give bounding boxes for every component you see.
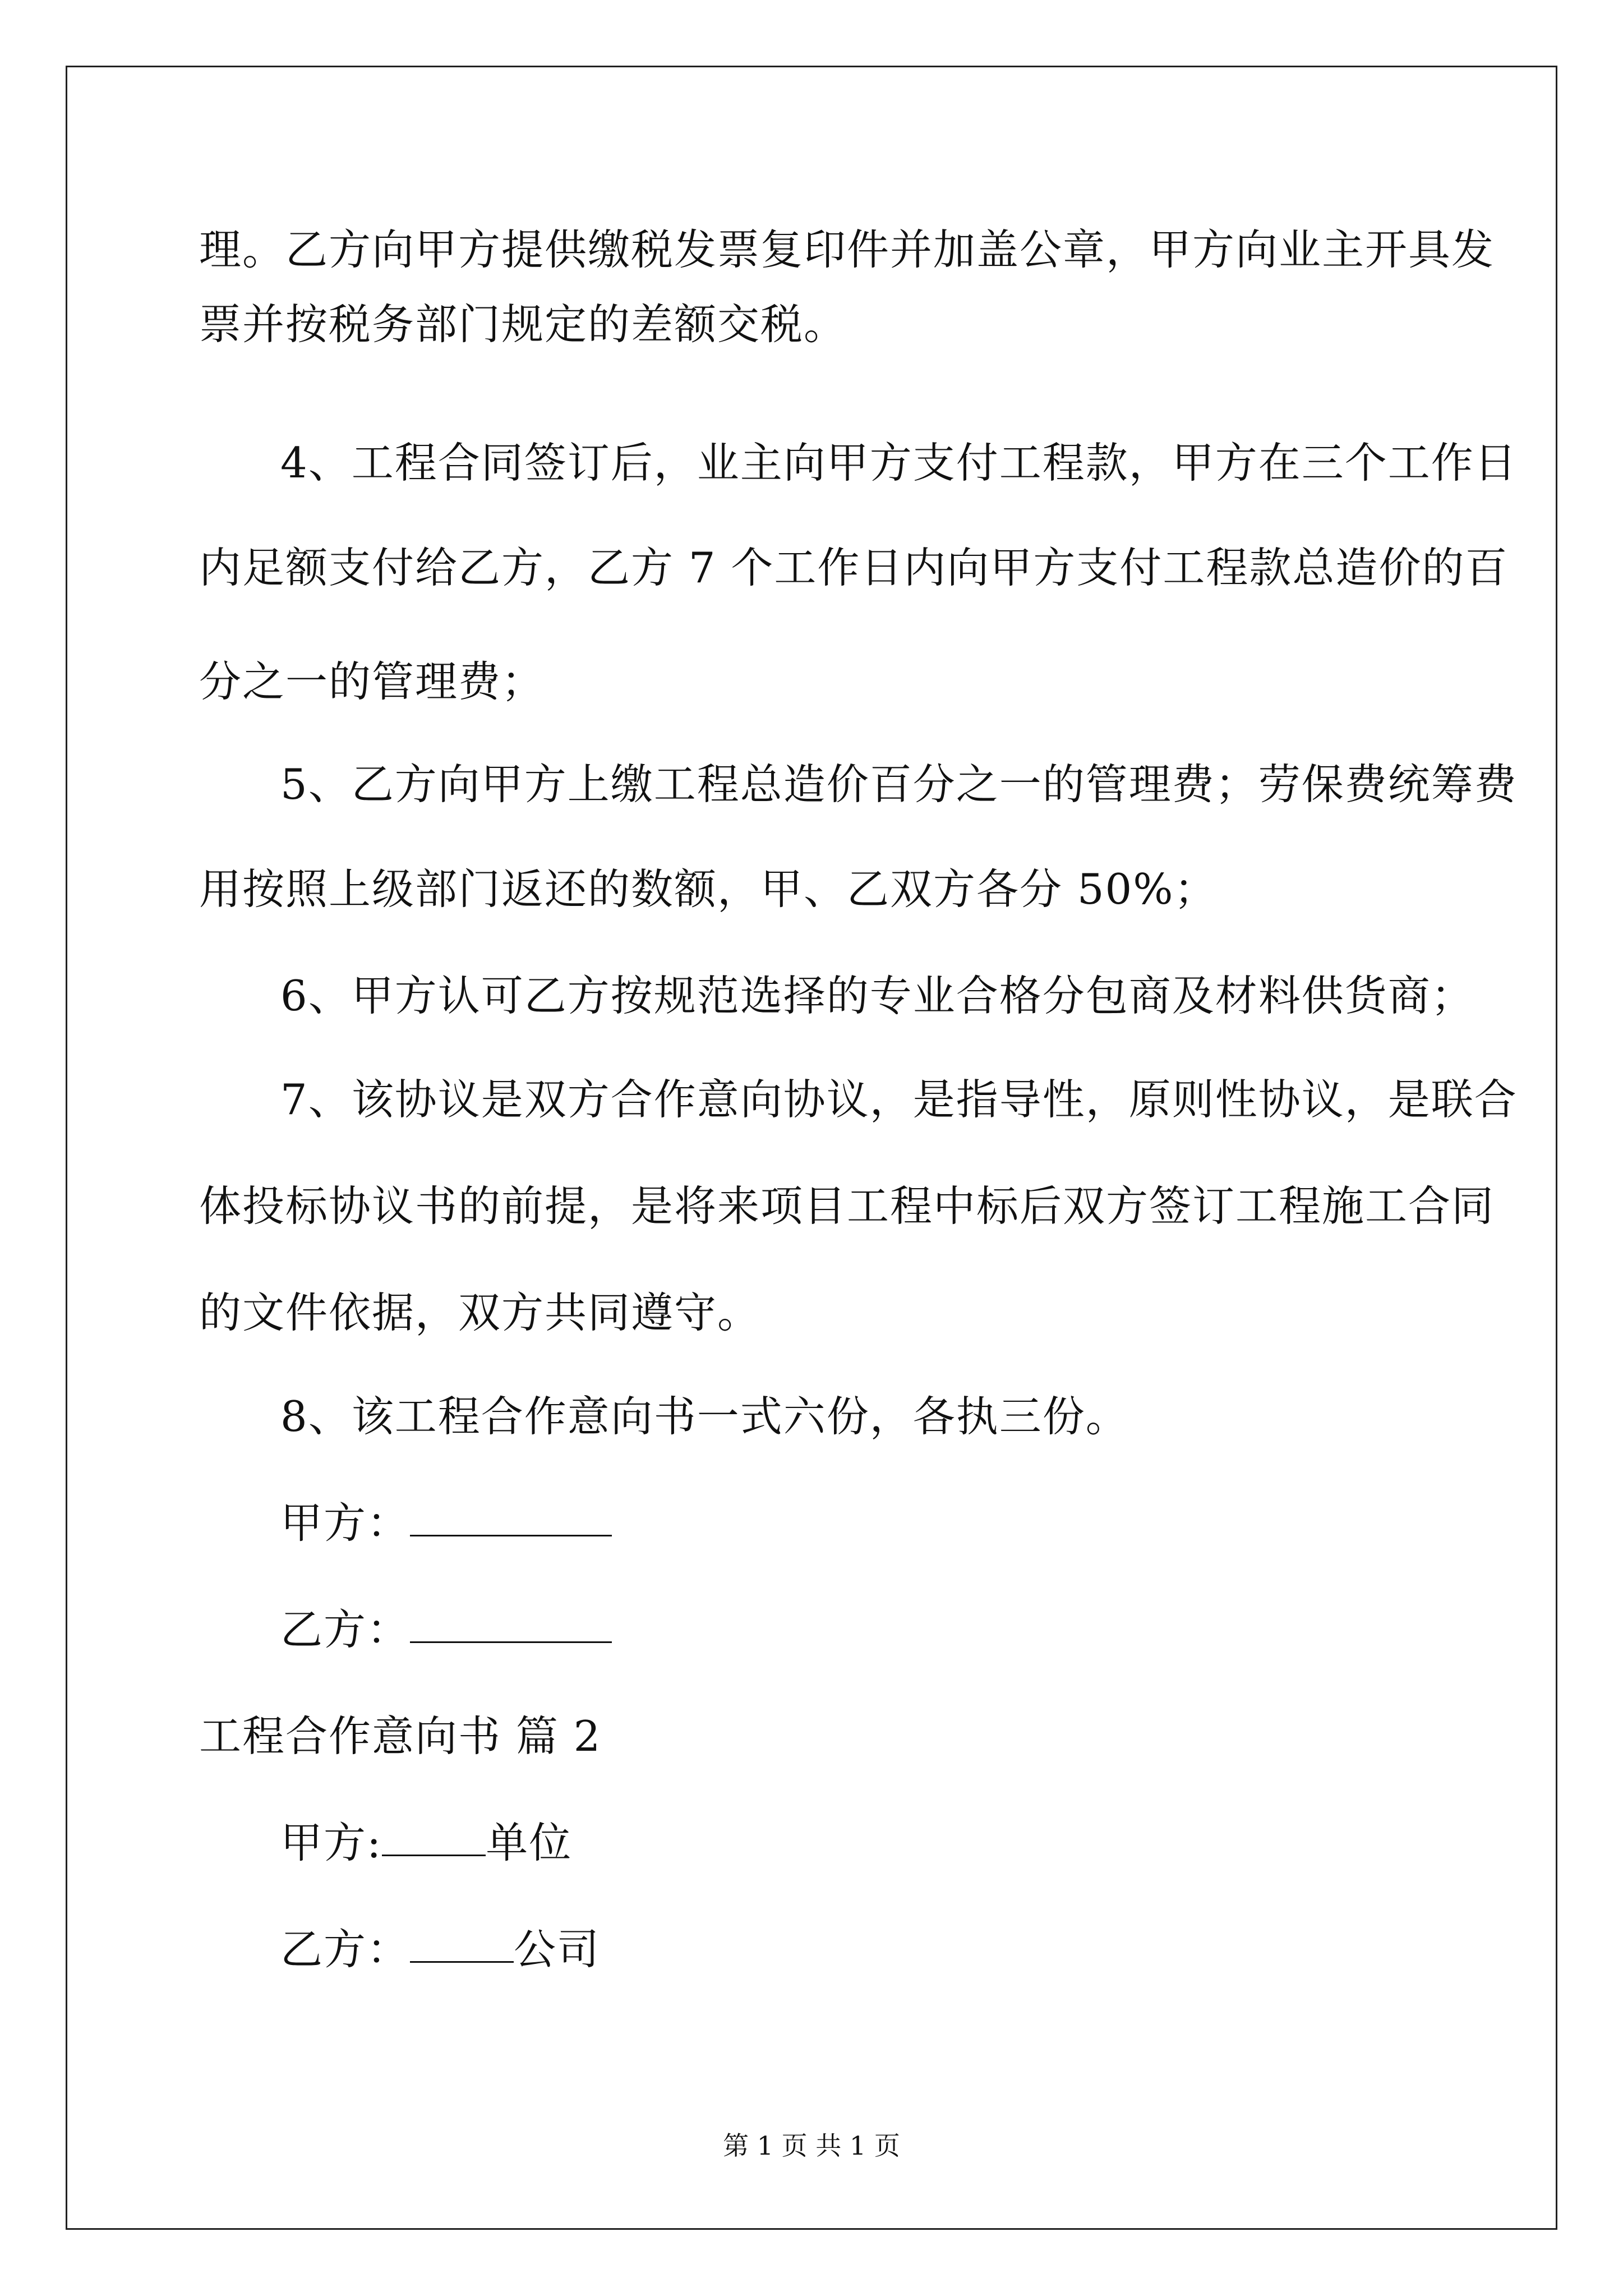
paragraph-line: 的文件依据，双方共同遵守。 bbox=[199, 1288, 761, 1337]
party-b-blank bbox=[410, 1641, 612, 1643]
party-b2-suffix: 公司 bbox=[514, 1925, 601, 1974]
party-a2-suffix: 单位 bbox=[486, 1818, 573, 1867]
paragraph-line: 理。乙方向甲方提供缴税发票复印件并加盖公章，甲方向业主开具发 bbox=[199, 225, 1495, 274]
paragraph-line: 6、甲方认可乙方按规范选择的专业合格分包商及材料供货商； bbox=[280, 971, 1474, 1020]
paragraph-line: 7、该协议是双方合作意向协议，是指导性，原则性协议，是联合 bbox=[280, 1075, 1518, 1124]
party-b-label: 乙方： bbox=[280, 1605, 411, 1654]
paragraph-line: 8、该工程合作意向书一式六份，各执三份。 bbox=[280, 1392, 1129, 1441]
party-a2-label: 甲方: bbox=[280, 1818, 382, 1867]
party-b2-blank bbox=[410, 1961, 514, 1963]
party-b-signature-line bbox=[280, 1602, 612, 1658]
party-b2-label: 乙方： bbox=[280, 1925, 411, 1974]
party-a2-line bbox=[280, 1815, 572, 1871]
paragraph-line: 内足额支付给乙方，乙方 7 个工作日内向甲方支付工程款总造价的百 bbox=[199, 543, 1509, 592]
page-border bbox=[66, 66, 1557, 2230]
party-a-label: 甲方： bbox=[280, 1498, 411, 1548]
party-a-blank bbox=[410, 1535, 612, 1536]
paragraph-line: 4、工程合同签订后，业主向甲方支付工程款，甲方在三个工作日 bbox=[280, 438, 1518, 487]
page-footer: 第 1 页 共 1 页 bbox=[723, 2131, 900, 2161]
paragraph-line: 体投标协议书的前提，是将来项目工程中标后双方签订工程施工合同 bbox=[199, 1181, 1495, 1231]
party-a2-blank bbox=[382, 1855, 486, 1856]
paragraph-line: 用按照上级部门返还的数额，甲、乙双方各分 50%； bbox=[199, 864, 1218, 914]
section-title: 工程合作意向书 篇 2 bbox=[199, 1711, 602, 1761]
paragraph-line: 分之一的管理费； bbox=[199, 657, 545, 706]
party-a-signature-line bbox=[280, 1495, 612, 1551]
paragraph-line: 票并按税务部门规定的差额交税。 bbox=[199, 300, 847, 349]
paragraph-line: 5、乙方向甲方上缴工程总造价百分之一的管理费；劳保费统筹费 bbox=[280, 760, 1518, 809]
party-b2-line bbox=[280, 1921, 600, 1977]
